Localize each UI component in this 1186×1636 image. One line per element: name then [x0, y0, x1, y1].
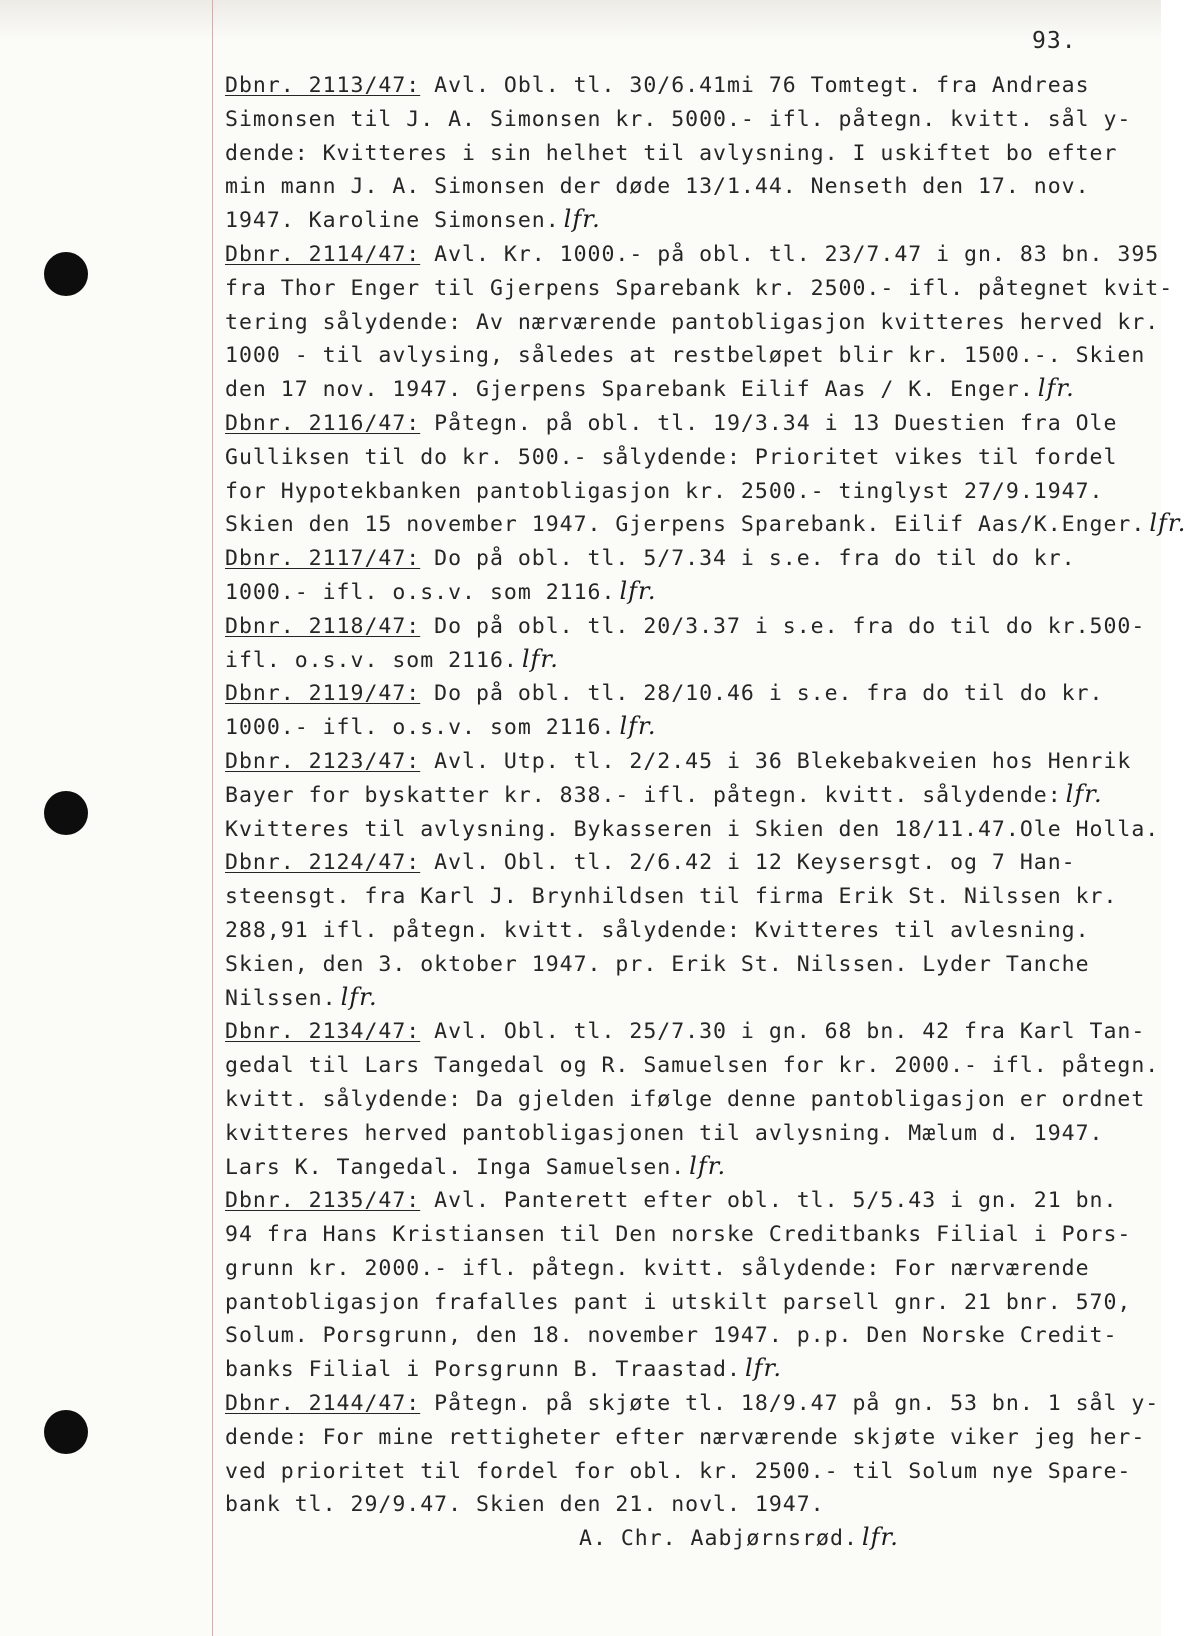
text-line [225, 1082, 1146, 1116]
text-line [225, 1352, 1135, 1386]
line-text: Avl. Obl. tl. 30/6.41mi 76 Tomtegt. fra Andreas [420, 73, 1090, 98]
text-line [225, 338, 1146, 372]
handwritten-initials: lfr. [689, 1151, 727, 1180]
line-text: kvitt. sålydende: Da gjelden ifølge denne pantobligasjon er ordnet [225, 1086, 1146, 1112]
text-line [225, 879, 1135, 913]
margin-rule [212, 0, 213, 1636]
punch-hole [44, 1410, 88, 1454]
handwritten-initials: lfr. [619, 712, 657, 741]
text-line [225, 203, 1135, 237]
line-text: Bayer for byskatter kr. 838.- ifl. påtegn. kvitt. sålydende: [225, 782, 1062, 808]
entry-reference: Dbnr. 2117/47: [225, 546, 421, 572]
line-text: ved prioritet til fordel for obl. kr. 2500.- til Solum nye Spare- [225, 1458, 1132, 1484]
text-line [225, 1251, 1135, 1285]
text-line [225, 710, 1135, 744]
line-text: Gulliksen til do kr. 500.- sålydende: Prioritet vikes til fordel [225, 444, 1118, 470]
line-text: dende: For mine rettigheter efter nærværende skjøte viker jeg her- [225, 1424, 1146, 1450]
line-text: 94 fra Hans Kristiansen til Den norske Creditbanks Filial i Pors- [225, 1222, 1132, 1248]
line-text: min mann J. A. Simonsen der døde 13/1.44. Nenseth den 17. nov. [225, 174, 1090, 200]
line-text: den 17 nov. 1947. Gjerpens Sparebank Eilif Aas / K. Enger. [225, 377, 1034, 403]
text-line [225, 778, 1135, 812]
line-text: Avl. Utp. tl. 2/2.45 i 36 Blekebakveien hos Henrik [420, 748, 1132, 774]
text-line [225, 643, 1135, 677]
punch-hole [44, 252, 88, 296]
text-line [225, 372, 1135, 406]
text-line [225, 136, 1135, 170]
handwritten-initials: lfr. [619, 576, 657, 605]
text-line [225, 406, 1135, 440]
line-text: Avl. Panterett efter obl. tl. 5/5.43 i gn. 21 bn. [420, 1188, 1118, 1214]
handwritten-initials: lfr. [340, 982, 378, 1011]
text-line [225, 913, 1135, 947]
register-entries [225, 68, 1186, 1555]
line-text: banks Filial i Porsgrunn B. Traastad. [225, 1357, 741, 1383]
text-line [225, 812, 1160, 846]
text-line [225, 1487, 1135, 1521]
entry-reference: Dbnr. 2123/47: [225, 748, 421, 774]
text-line [225, 1116, 1135, 1150]
line-text: Nilssen. [225, 985, 337, 1011]
line-text: Avl. Obl. tl. 2/6.42 i 12 Keysersgt. og 7 Han- [420, 850, 1076, 876]
entry-reference: Dbnr. 2119/47: [225, 681, 421, 707]
line-text: Do på obl. tl. 28/10.46 i s.e. fra do til do kr. [420, 681, 1104, 707]
line-text: bank tl. 29/9.47. Skien den 21. novl. 1947. [225, 1492, 825, 1518]
text-line [225, 1454, 1135, 1488]
line-text: 1947. Karoline Simonsen. [225, 208, 560, 234]
line-text: Skien den 15 november 1947. Gjerpens Sparebank. Eilif Aas/K.Enger. [225, 512, 1146, 538]
entry-reference: Dbnr. 2118/47: [225, 613, 421, 639]
scan-top-edge [0, 0, 1161, 40]
handwritten-initials: lfr. [861, 1523, 899, 1552]
line-text: gedal til Lars Tangedal og R. Samuelsen for kr. 2000.- ifl. påtegn. [225, 1053, 1160, 1079]
entry-reference: Dbnr. 2114/47: [225, 241, 421, 267]
line-text: 288,91 ifl. påtegn. kvitt. sålydende: Kvitteres til avlesning. [225, 917, 1090, 943]
entry-reference: Dbnr. 2116/47: [225, 410, 421, 436]
line-text: for Hypotekbanken pantobligasjon kr. 2500.- tinglyst 27/9.1947. [225, 478, 1104, 504]
line-text: ifl. o.s.v. som 2116. [225, 647, 518, 673]
text-line [225, 676, 1135, 710]
text-line [225, 1217, 1135, 1251]
text-line [225, 474, 1135, 508]
text-line [225, 1285, 1135, 1319]
text-line [225, 845, 1135, 879]
text-line [225, 947, 1135, 981]
text-line [225, 541, 1135, 575]
text-line [225, 1420, 1146, 1454]
text-line [225, 981, 1135, 1015]
line-text: 1000.- ifl. o.s.v. som 2116. [225, 715, 616, 741]
text-line [225, 440, 1135, 474]
line-text: fra Thor Enger til Gjerpens Sparebank kr. 2500.- ifl. påtegnet kvit- [225, 275, 1174, 301]
text-line [225, 271, 1174, 305]
text-line [225, 1521, 1135, 1555]
text-line [225, 744, 1135, 778]
text-line [225, 1014, 1146, 1048]
line-text: grunn kr. 2000.- ifl. påtegn. kvitt. sålydende: For nærværende [225, 1255, 1090, 1281]
line-text: Solum. Porsgrunn, den 18. november 1947. p.p. Den Norske Credit- [225, 1323, 1118, 1349]
handwritten-initials: lfr. [744, 1354, 782, 1383]
line-text: Do på obl. tl. 20/3.37 i s.e. fra do til do kr.500- [420, 613, 1146, 639]
text-line [225, 609, 1146, 643]
text-line [225, 575, 1135, 609]
line-text: Simonsen til J. A. Simonsen kr. 5000.- ifl. påtegn. kvitt. sål y- [225, 106, 1132, 132]
line-text: 1000.- ifl. o.s.v. som 2116. [225, 579, 616, 605]
line-text: Påtegn. på obl. tl. 19/3.34 i 13 Duestien fra Ole [420, 410, 1118, 436]
text-line [225, 507, 1186, 541]
line-text: steensgt. fra Karl J. Brynhildsen til firma Erik St. Nilssen kr. [225, 884, 1118, 910]
punch-hole [44, 791, 88, 835]
page-number: 93. [1032, 28, 1077, 54]
text-line [225, 1048, 1160, 1082]
text-line [225, 169, 1135, 203]
line-text: Lars K. Tangedal. Inga Samuelsen. [225, 1154, 686, 1180]
line-text: pantobligasjon frafalles pant i utskilt parsell gnr. 21 bnr. 570, [225, 1289, 1132, 1315]
line-text: tering sålydende: Av nærværende pantobligasjon kvitteres herved kr. [225, 309, 1160, 335]
text-line [225, 1386, 1160, 1420]
handwritten-initials: lfr. [1149, 509, 1186, 538]
line-text: Kvitteres til avlysning. Bykasseren i Skien den 18/11.47.Ole Holla. [225, 816, 1160, 842]
line-text: kvitteres herved pantobligasjonen til avlysning. Mælum d. 1947. [225, 1120, 1104, 1146]
handwritten-initials: lfr. [563, 205, 601, 234]
line-text: A. Chr. Aabjørnsrød. [579, 1526, 858, 1552]
text-line [225, 102, 1135, 136]
line-text: Avl. Obl. tl. 25/7.30 i gn. 68 bn. 42 fra Karl Tan- [420, 1019, 1146, 1045]
text-line [225, 1150, 1135, 1184]
handwritten-initials: lfr. [1037, 374, 1075, 403]
entry-reference: Dbnr. 2113/47: [225, 73, 421, 98]
handwritten-initials: lfr. [1065, 779, 1103, 808]
text-line [225, 237, 1160, 271]
entry-reference: Dbnr. 2124/47: [225, 850, 421, 876]
line-text: Avl. Kr. 1000.- på obl. tl. 23/7.47 i gn. 83 bn. 395 [420, 241, 1160, 267]
entry-reference: Dbnr. 2134/47: [225, 1019, 421, 1045]
entry-reference: Dbnr. 2135/47: [225, 1188, 421, 1214]
entry-reference: Dbnr. 2144/47: [225, 1391, 421, 1417]
text-line [225, 1318, 1135, 1352]
line-text: Do på obl. tl. 5/7.34 i s.e. fra do til do kr. [420, 546, 1076, 572]
line-text: dende: Kvitteres i sin helhet til avlysning. I uskiftet bo efter [225, 140, 1118, 166]
text-line [225, 68, 1135, 102]
text-line [225, 1183, 1135, 1217]
handwritten-initials: lfr. [521, 644, 559, 673]
line-text: 1000 - til avlysing, således at restbeløpet blir kr. 1500.-. Skien [225, 343, 1146, 369]
line-text: Påtegn. på skjøte tl. 18/9.47 på gn. 53 bn. 1 sål y- [420, 1391, 1160, 1417]
line-text: Skien, den 3. oktober 1947. pr. Erik St. Nilssen. Lyder Tanche [225, 951, 1090, 977]
text-line [225, 305, 1160, 339]
